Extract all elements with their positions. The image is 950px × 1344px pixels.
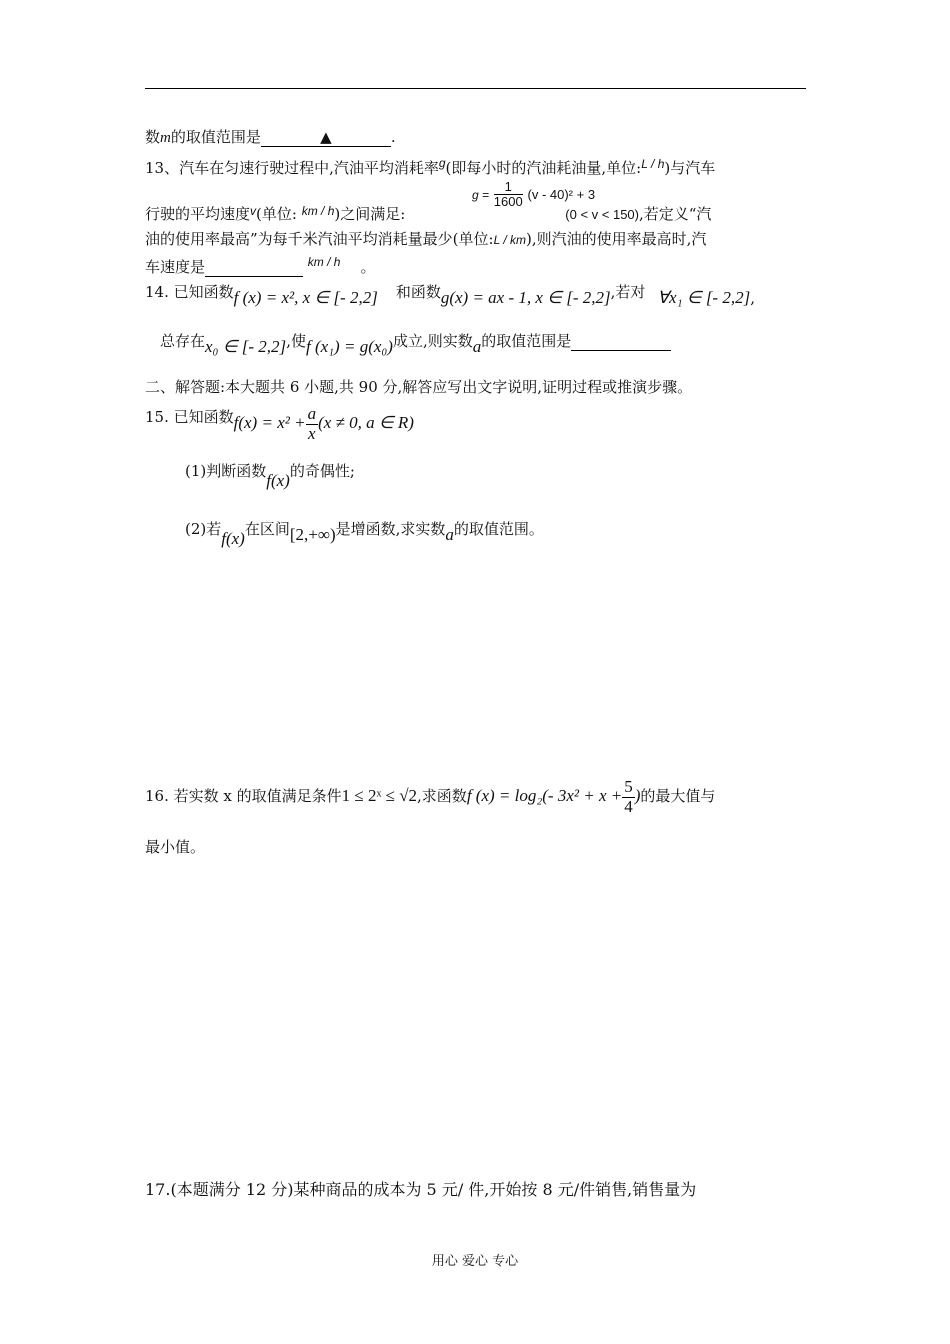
q15-part1: (1)判断函数f(x)的奇偶性; bbox=[185, 462, 355, 490]
q13-line2: 行驶的平均速度$^v$(单位: $^{km / h}$)之间满足: (0 < v < 150),若定义“汽 bbox=[145, 204, 712, 223]
q17-stem: 17.(本题满分 12 分)某种商品的成本为 5 元/ 件,开始按 8 元/件销售,销售量为 bbox=[145, 1180, 697, 1199]
page-footer: 用心 爱心 专心 bbox=[431, 1254, 519, 1269]
triangle-marker: ▲ bbox=[320, 128, 332, 146]
q13-line3: 油的使用率最高”为每千米汽油平均消耗量最少(单位:L / km),则汽油的使用率最高时,汽 bbox=[145, 230, 707, 248]
answer-blank bbox=[261, 128, 391, 147]
q14-line1: 14. 已知函数f (x) = x², x ∈ [- 2,2] 和函数g(x) = ax - 1, x ∈ [- 2,2],若对 ∀x₁ ∈ [- 2,2], bbox=[145, 283, 755, 307]
q12-tail: 数m的取值范围是 ▲ . bbox=[145, 128, 396, 146]
q15-stem: 15. 已知函数f(x) = x² + $\frac{a}{x}$ (x ≠ 0, a ∈ R) bbox=[145, 404, 414, 443]
answer-blank bbox=[205, 258, 303, 277]
q16-tail: 最小值。 bbox=[145, 838, 206, 856]
section-heading: 二、解答题:本大题共 6 小题,共 90 分,解答应写出文字说明,证明过程或推演步骤。 bbox=[145, 378, 693, 396]
fraction: $\frac{5}{4}$ bbox=[624, 777, 633, 816]
answer-blank bbox=[571, 332, 671, 351]
q16-stem: 16. 若实数 x 的取值满足条件1 ≤ 2ˣ ≤ √2,求函数f (x) = log₂(- 3x² + x + $\frac{5}{4}$ )的最大值与 bbox=[145, 777, 716, 816]
header-rule bbox=[145, 88, 806, 89]
q13-line4: 车速度是 $^{km / h}$ 。 bbox=[145, 255, 376, 276]
fraction: $\frac{a}{x}$ bbox=[307, 404, 317, 443]
fraction: $\frac{1}{1600}$ bbox=[493, 179, 523, 210]
q14-line2: 总存在x₀ ∈ [- 2,2],使f (x₁) = g(x₀)成立,则实数a的取值范围是 bbox=[160, 332, 671, 357]
q15-part2: (2)若f(x)在区间[2,+∞)是增函数,求实数a的取值范围。 bbox=[185, 520, 544, 548]
q13-line1: 13、汽车在匀速行驶过程中,汽油平均消耗率$^g$(即每小时的汽油耗油量,单位:$^{L / h}$)与汽车 bbox=[145, 156, 716, 177]
